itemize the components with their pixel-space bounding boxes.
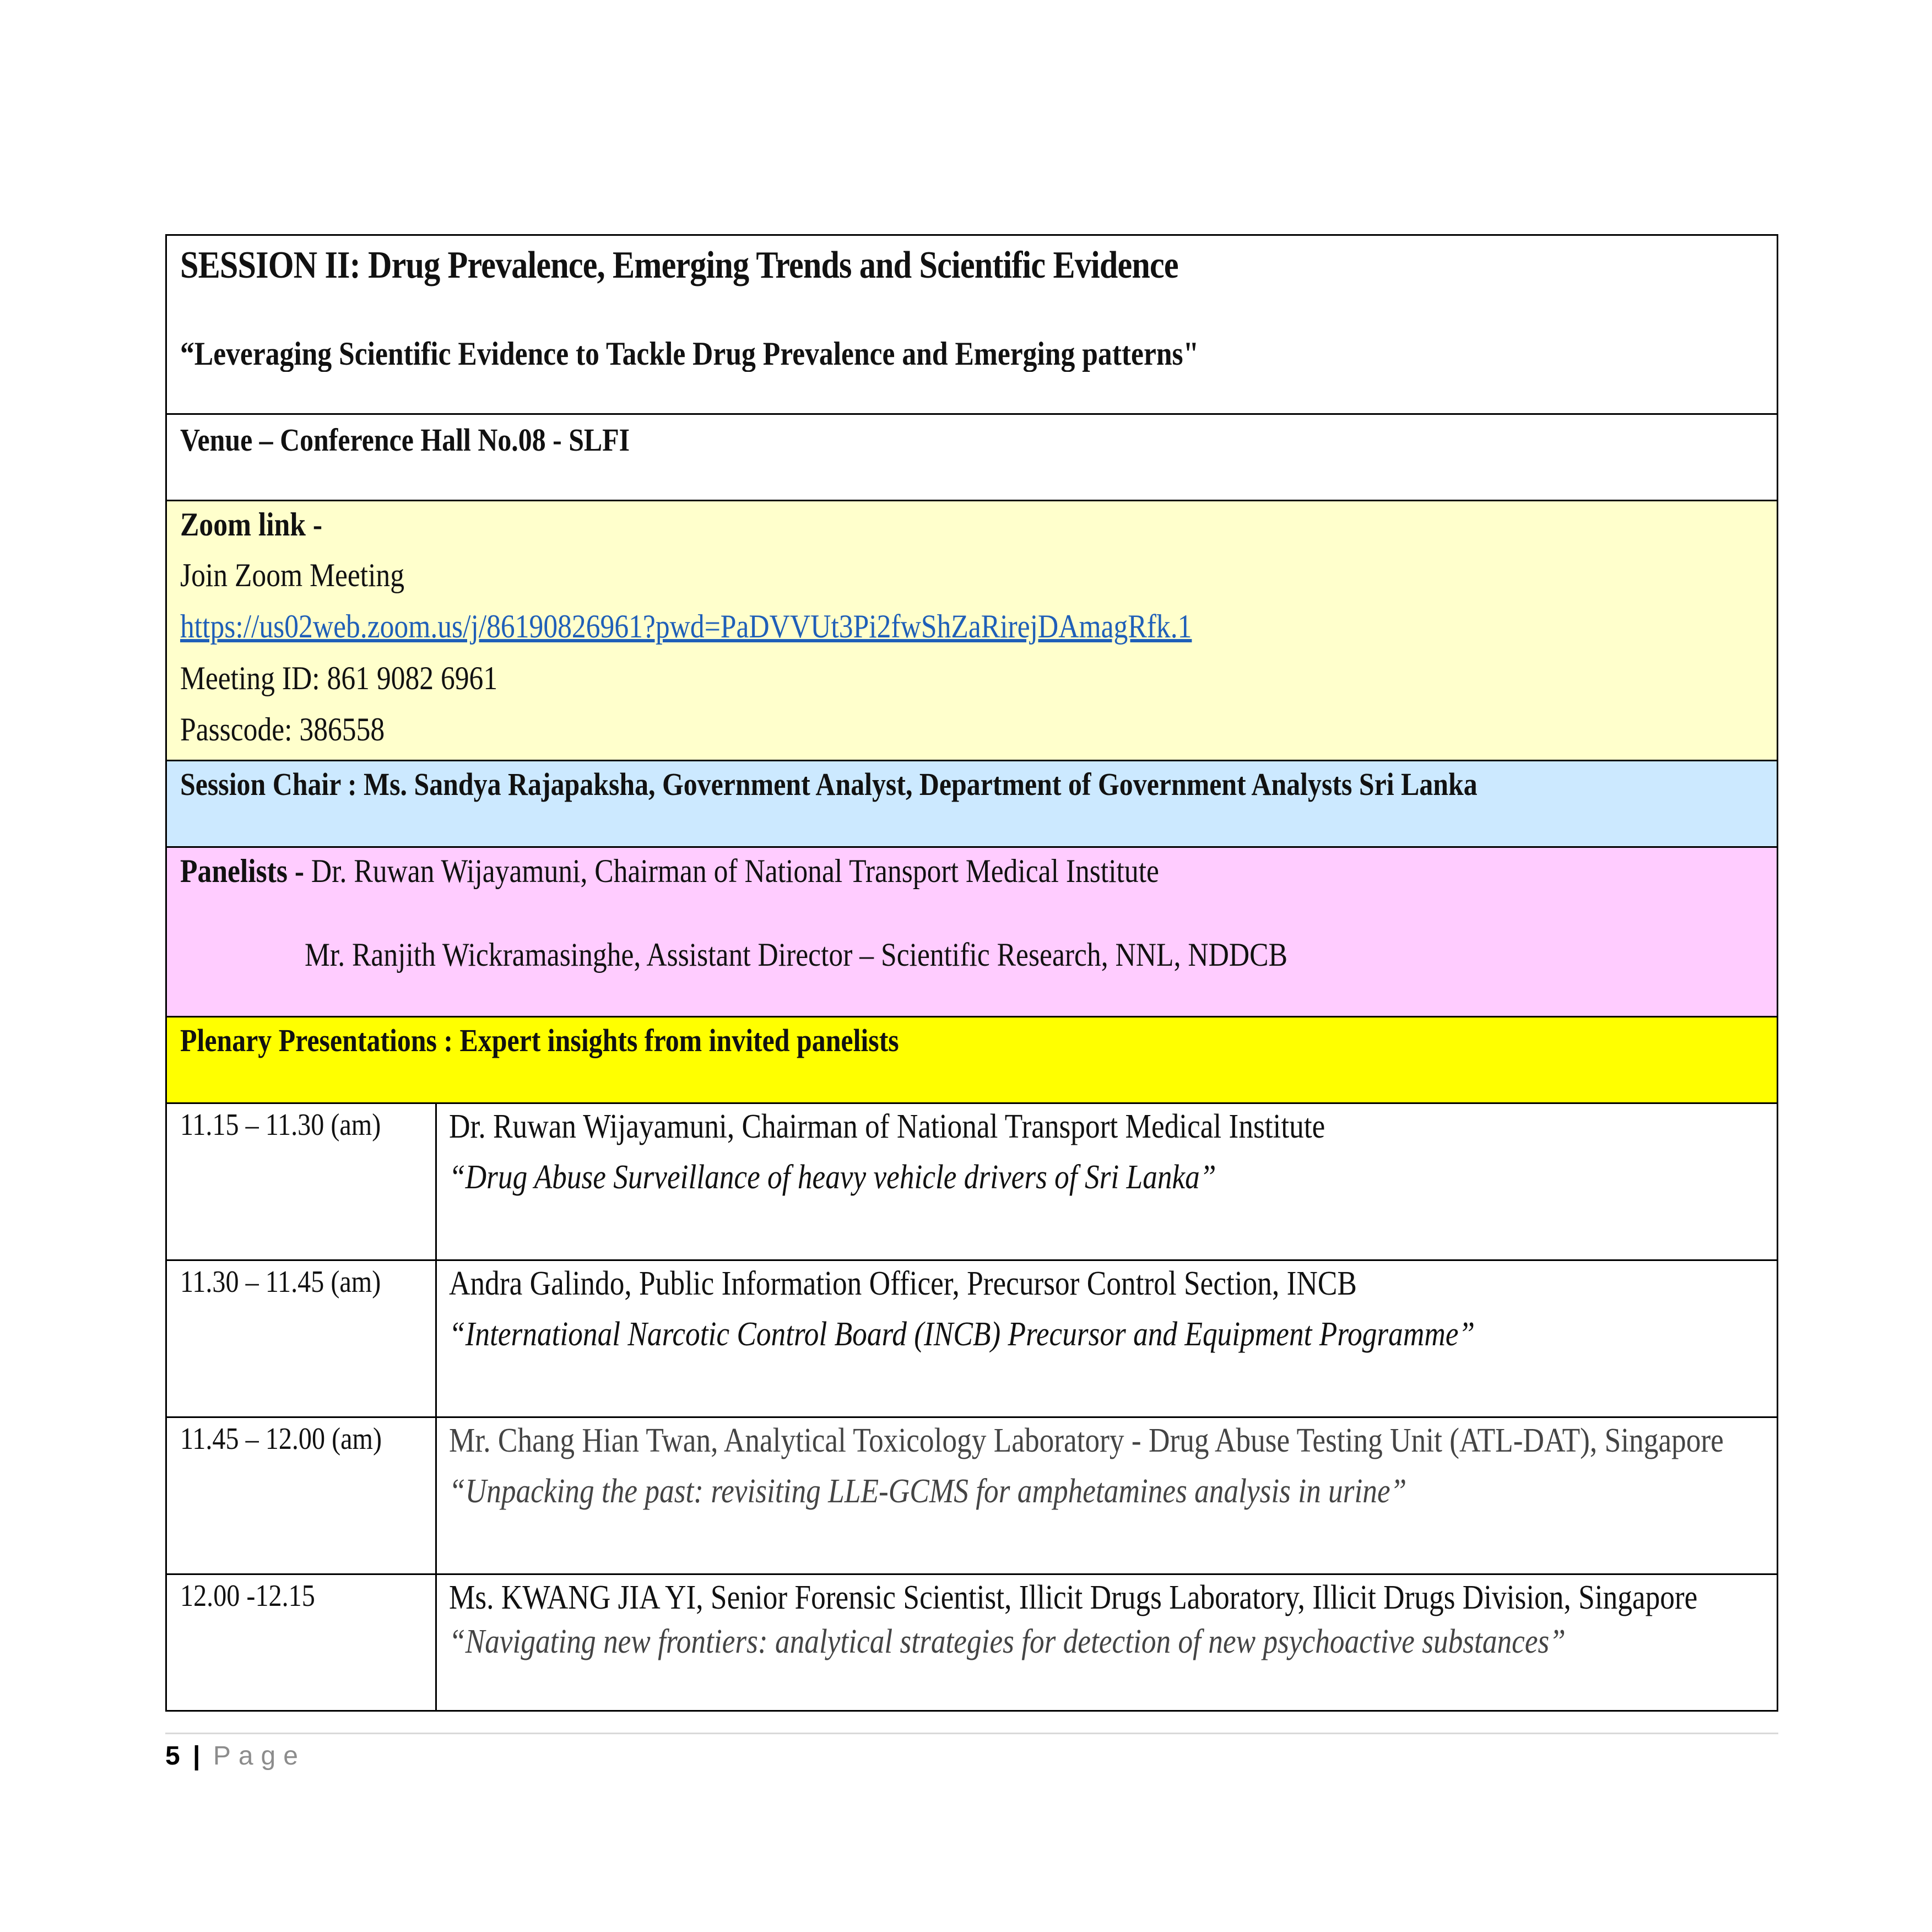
- panelist-2: Mr. Ranjith Wickramasinghe, Assistant Director – Scientific Research, NNL, NDDCB: [305, 937, 1288, 973]
- schedule-time-cell: [167, 1261, 437, 1416]
- page-number: 5: [165, 1741, 180, 1771]
- schedule-speaker: Ms. KWANG JIA YI, Senior Forensic Scientist, Illicit Drugs Laboratory, Illicit Drugs Division, Singapore: [449, 1579, 1698, 1616]
- session-header-row: [167, 236, 1777, 415]
- session-title: SESSION II: Drug Prevalence, Emerging Trends and Scientific Evidence: [180, 244, 1178, 286]
- footer-separator: |: [193, 1741, 201, 1771]
- schedule-body-cell: [437, 1575, 1777, 1710]
- schedule-talk-title: “Drug Abuse Surveillance of heavy vehicle drivers of Sri Lanka”: [449, 1159, 1216, 1196]
- schedule-row: [167, 1261, 1777, 1418]
- schedule-talk-title: “Unpacking the past: revisiting LLE-GCMS for amphetamines analysis in urine”: [449, 1473, 1407, 1510]
- venue-text: Venue – Conference Hall No.08 - SLFI: [180, 422, 630, 458]
- session-chair-row: [167, 761, 1777, 848]
- schedule-speaker: Andra Galindo, Public Information Officer, Precursor Control Section, INCB: [449, 1265, 1357, 1302]
- schedule-row: [167, 1418, 1777, 1575]
- footer-divider: [165, 1733, 1778, 1734]
- venue-row: [167, 415, 1777, 501]
- schedule-body-cell: [437, 1261, 1777, 1416]
- zoom-meeting-link[interactable]: https://us02web.zoom.us/j/86190826961?pwd=PaDVVUt3Pi2fwShZaRirejDAmagRfk.1: [180, 608, 1192, 645]
- schedule-time-cell: [167, 1418, 437, 1573]
- schedule-time-cell: [167, 1575, 437, 1710]
- schedule-time-cell: [167, 1104, 437, 1259]
- page-footer: [165, 1741, 306, 1771]
- schedule-talk-title: “International Narcotic Control Board (INCB) Precursor and Equipment Programme”: [449, 1316, 1475, 1353]
- panelist-1: Dr. Ruwan Wijayamuni, Chairman of National Transport Medical Institute: [304, 853, 1159, 889]
- zoom-join-text: Join Zoom Meeting: [180, 557, 405, 593]
- page-label: Page: [213, 1741, 306, 1771]
- zoom-link-label: Zoom link -: [180, 506, 323, 543]
- schedule-row: [167, 1575, 1777, 1710]
- plenary-row: [167, 1018, 1777, 1104]
- schedule-body-cell: [437, 1104, 1777, 1259]
- schedule-time: 12.00 -12.15: [180, 1579, 315, 1613]
- schedule-time: 11.30 – 11.45 (am): [180, 1265, 381, 1299]
- schedule-talk-title: “Navigating new frontiers: analytical strategies for detection of new psychoactive substances”: [449, 1623, 1566, 1660]
- zoom-meeting-id: Meeting ID: 861 9082 6961: [180, 660, 498, 696]
- panelists-row: [167, 848, 1777, 1018]
- schedule-speaker: Dr. Ruwan Wijayamuni, Chairman of National Transport Medical Institute: [449, 1108, 1325, 1145]
- zoom-passcode: Passcode: 386558: [180, 711, 385, 748]
- schedule-row: [167, 1104, 1777, 1261]
- session-chair-text: Session Chair : Ms. Sandya Rajapaksha, Government Analyst, Department of Government Analysts Sri Lanka: [180, 766, 1478, 802]
- zoom-row: [167, 501, 1777, 761]
- panelist-line-1: [180, 852, 1159, 890]
- panelists-label: Panelists -: [180, 853, 305, 889]
- schedule-body-cell: [437, 1418, 1777, 1573]
- schedule-time: 11.45 – 12.00 (am): [180, 1422, 382, 1456]
- schedule-speaker: Mr. Chang Hian Twan, Analytical Toxicology Laboratory - Drug Abuse Testing Unit (ATL-DAT), Singapore: [449, 1422, 1724, 1459]
- plenary-heading: Plenary Presentations : Expert insights from invited panelists: [180, 1022, 899, 1058]
- session-subtitle: “Leveraging Scientific Evidence to Tackle Drug Prevalence and Emerging patterns": [180, 335, 1199, 372]
- schedule-time: 11.15 – 11.30 (am): [180, 1108, 381, 1142]
- session-table: [165, 234, 1778, 1712]
